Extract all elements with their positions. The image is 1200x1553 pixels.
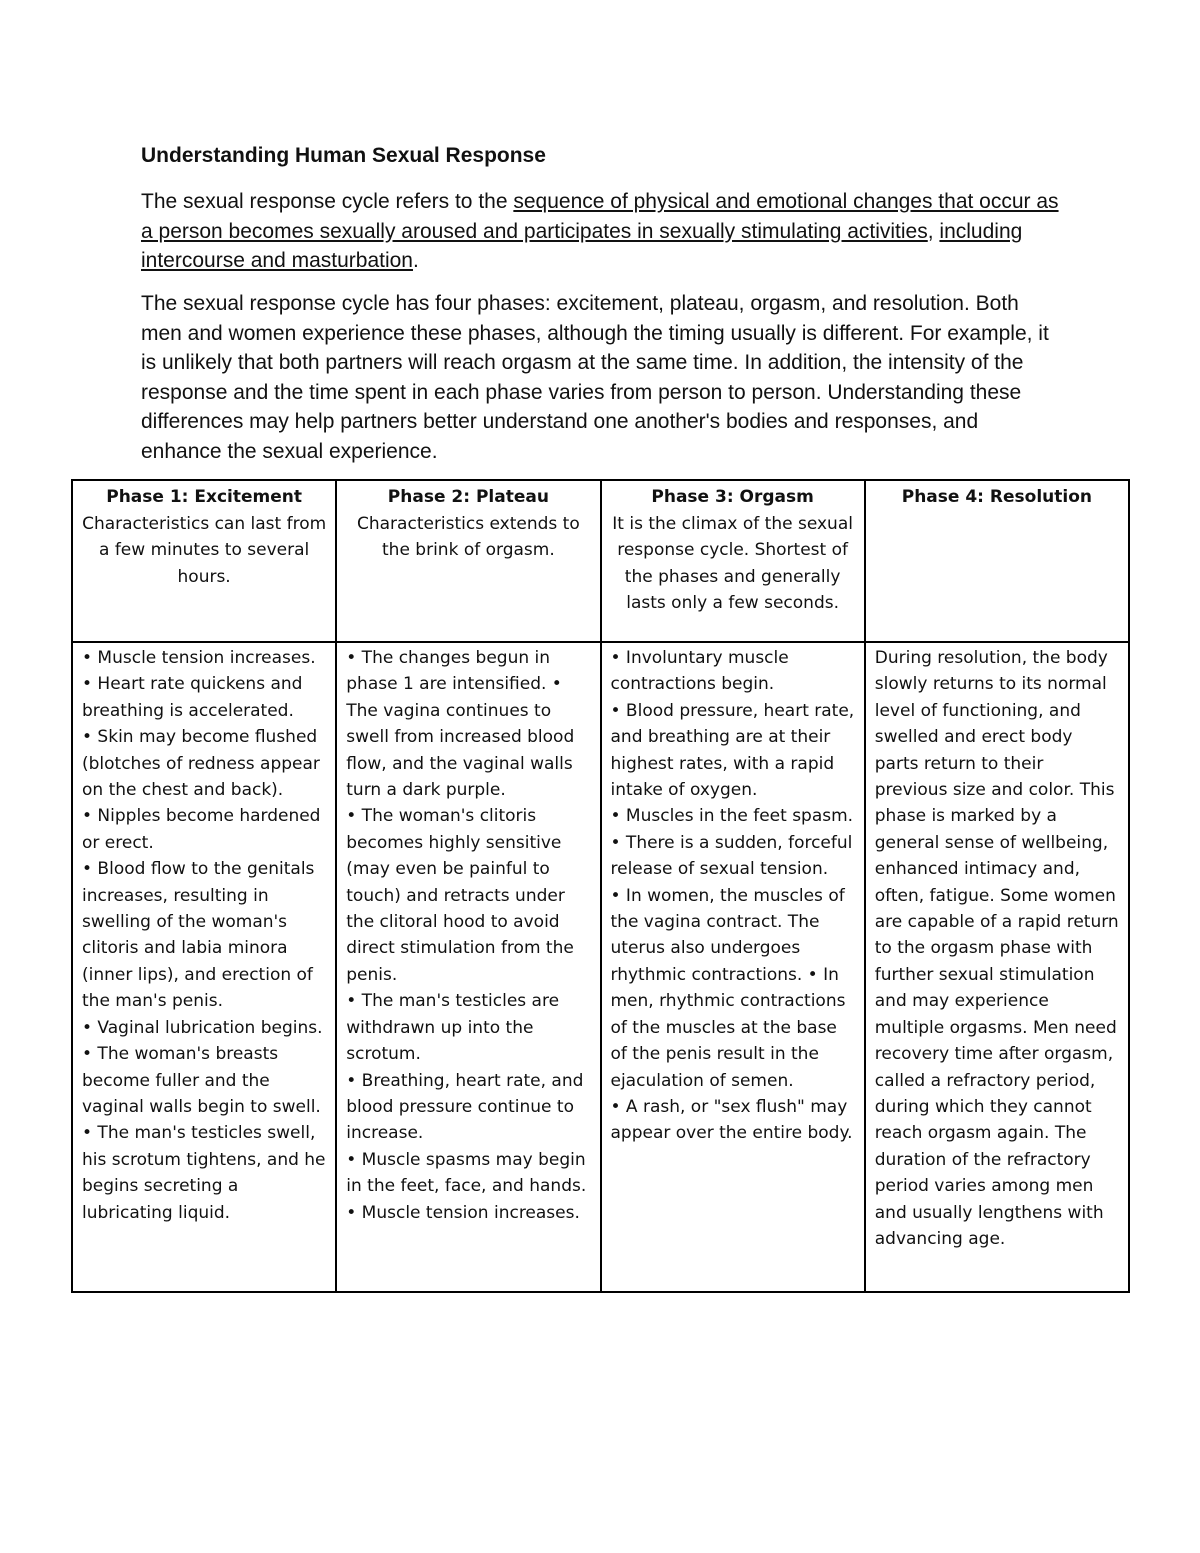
- list-item: • The woman's clitoris becomes highly sensitive (may even be painful to touch) and retracts under the clitoral hood to avoid direct stimulation from the penis.: [346, 806, 574, 985]
- list-item: • The changes begun in phase 1 are intensified. • The vagina continues to swell from increased blood flow, and the vaginal walls turn a dark purple.: [346, 648, 575, 801]
- phase-name-resolution: Phase 4: Resolution: [901, 487, 1092, 507]
- phase-name-excitement: Phase 1: Excitement: [106, 487, 302, 507]
- phases-body-row: [72, 642, 1129, 1292]
- intro-underlined-definition: sequence of physical and emotional changes that occur as a person becomes sexually aroused and participates in sexually stimulating activities: [141, 190, 1059, 243]
- list-item: • Involuntary muscle contractions begin.: [610, 648, 789, 695]
- list-item: • In women, the muscles of the vagina contract. The uterus also undergoes rhythmic contractions. • In men, rhythmic contractions of the muscles at the base of the penis result in the ejaculation of semen.: [610, 885, 846, 1091]
- document-title: Understanding Human Sexual Response: [141, 144, 546, 167]
- header-cell-excitement: [72, 480, 336, 642]
- phase-desc-orgasm: It is the climax of the sexual response cycle. Shortest of the phases and generally lasts only a few seconds.: [612, 513, 853, 613]
- body-cell-orgasm: [601, 642, 865, 1292]
- phases-table: [71, 479, 1130, 1293]
- intro-paragraph-phases: The sexual response cycle has four phases: excitement, plateau, orgasm, and resolution. Both men and women experience these phases, although the timing usually is different. For example, it is unlikely that both partners will reach orgasm at the same time. In addition, the intensity of the response and the time spent in each phase varies from person to person. Understanding these differences may help partners better understand one another's bodies and responses, and enhance the sexual experience.: [141, 292, 1049, 463]
- list-item: • Muscle tension increases.: [346, 1202, 580, 1223]
- list-item: • Nipples become hardened or erect.: [82, 806, 321, 853]
- intro-separator: ,: [927, 219, 940, 243]
- body-cell-resolution: [865, 642, 1129, 1292]
- list-item: • Skin may become flushed (blotches of redness appear on the chest and back).: [82, 727, 320, 801]
- phase-name-orgasm: Phase 3: Orgasm: [651, 487, 814, 507]
- list-item: • Breathing, heart rate, and blood pressure continue to increase.: [346, 1070, 584, 1144]
- intro-paragraph-definition: [141, 187, 1061, 276]
- intro-underlined-examples: including intercourse and masturbation: [141, 219, 1023, 272]
- list-item: • The man's testicles swell, his scrotum tightens, and he begins secreting a lubricating liquid.: [82, 1123, 326, 1223]
- phase-name-plateau: Phase 2: Plateau: [387, 487, 549, 507]
- phases-header-row: [72, 480, 1129, 642]
- list-item: • Muscle spasms may begin in the feet, face, and hands.: [346, 1149, 587, 1197]
- phase-desc-plateau: Characteristics extends to the brink of orgasm.: [357, 513, 580, 560]
- body-cell-plateau: [336, 642, 600, 1292]
- phase-desc-excitement: Characteristics can last from a few minutes to several hours.: [82, 513, 327, 587]
- header-cell-resolution: [865, 480, 1129, 642]
- intro-lead-text: The sexual response cycle refers to the: [141, 190, 514, 213]
- list-item: • Vaginal lubrication begins.: [82, 1017, 323, 1038]
- header-cell-plateau: [336, 480, 600, 642]
- resolution-paragraph: During resolution, the body slowly returns to its normal level of functioning, and swelled and erect body parts return to their previous size and color. This phase is marked by a general sense of wellbeing, enhanced intimacy and, often, fatigue. Some women are capable of a rapid return to the orgasm phase with further sexual stimulation and may experience multiple orgasms. Men need recovery time after orgasm, called a refractory period, during which they cannot reach orgasm again. The duration of the refractory period varies among men and usually lengthens with advancing age.: [874, 648, 1119, 1249]
- list-item: • Muscle tension increases.: [82, 648, 316, 668]
- list-item: • Blood pressure, heart rate, and breathing are at their highest rates, with a rapid intake of oxygen.: [610, 700, 855, 801]
- header-cell-orgasm: [601, 480, 865, 642]
- list-item: • The woman's breasts become fuller and the vaginal walls begin to swell.: [82, 1044, 321, 1117]
- list-item: • The man's testicles are withdrawn up into the scrotum.: [346, 991, 560, 1065]
- intro-tail: .: [413, 249, 419, 272]
- list-item: • Blood flow to the genitals increases, resulting in swelling of the woman's clitoris and labia minora (inner lips), and erection of the man's penis.: [82, 859, 315, 1012]
- list-item: • A rash, or "sex flush" may appear over the entire body.: [610, 1096, 853, 1144]
- list-item: • Muscles in the feet spasm.: [610, 806, 854, 827]
- list-item: • Heart rate quickens and breathing is accelerated.: [82, 674, 303, 721]
- list-item: • There is a sudden, forceful release of sexual tension.: [610, 832, 853, 880]
- body-cell-excitement: [72, 642, 336, 1292]
